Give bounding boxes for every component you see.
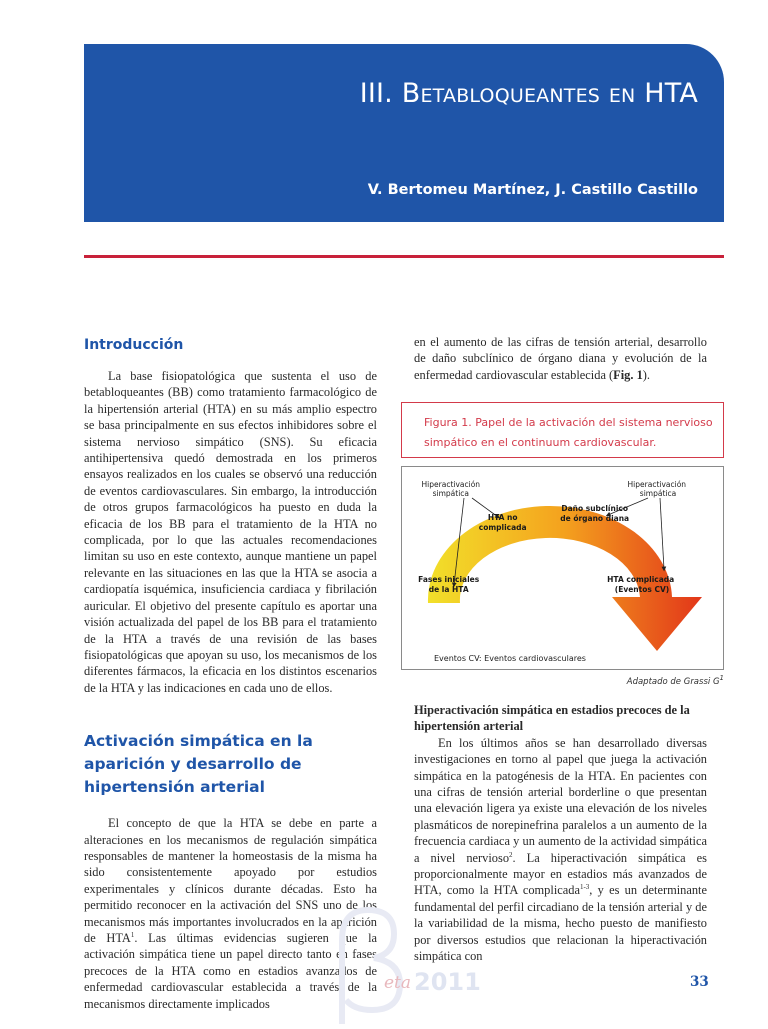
label-hta-complicada-2: (Eventos CV) [614, 585, 670, 594]
label-hiper-left-1: Hiperactivación [421, 480, 481, 489]
label-hta-complicada-1: HTA complicada [607, 575, 675, 584]
chapter-authors: V. Bertomeu Martínez, J. Castillo Castillo [367, 182, 698, 198]
figure-reference: Fig. 1 [613, 367, 643, 382]
label-fases-1: Fases iniciales [418, 575, 480, 584]
section-hyperactivation-heading: Hiperactivación simpática en estadios precoces de la hipertensión arterial [414, 703, 690, 734]
beta-2011-watermark [322, 900, 482, 1024]
label-hiper-right-2: simpática [639, 489, 677, 498]
figure-caption [401, 402, 724, 458]
label-hta-no-complicada-1: HTA no [487, 513, 518, 522]
citation-ref: 2 [509, 850, 513, 859]
label-hiper-right-1: Hiperactivación [627, 480, 687, 489]
figure-credit: Adaptado de Grassi $G^1$ [626, 674, 724, 687]
intro-paragraph: La base fisiopatológica que sustenta el uso de betabloqueantes (BB) como tratamiento farmacológico de la hipertensión arterial (HTA) en su más amplio espectro se basa principalmente en sus efectos inhibidores sobre el sistema nervioso simpático (SNS). Su eficacia antihipertensiva quedó demostrada en los primeros ensayos realizados en los cuales se observó una reducción de eventos cardiovasculares. Sin embargo, la introducción de otros grupos farmacológicos ha puesto en duda la eficacia de los BB para el tratamiento de la HTA no complicada, por lo que las actuales recomendaciones limitan su uso en este contexto, aunque mantiene un papel relevante en las situaciones en las que la HTA se asocia a cardiopatía isquémica, insuficiencia cardiaca y fibrilación auricular. El objetivo del presente capítulo es aportar una visión actualizada del papel de los BB para el tratamiento de la HTA a través de una revisión de las bases fisiopatológicas que apoyan su uso, los mecanismos de los diferentes fármacos, la eficacia en los distintos escenarios de la HTA y las indicaciones en cada uno de ellos. [84, 369, 377, 695]
figure-caption-text: Papel de la activación del sistema nervioso simpático en el continuum cardiovascular. [424, 416, 713, 449]
page-number: 33 [690, 974, 709, 990]
header-divider [84, 255, 724, 258]
section-activation-paragraph: El concepto de que la HTA se debe en parte a alteraciones en los mecanismos de regulación simpática responsables de mantener la homeostasis de la misma ha sido consistentemente apoyado por estudios experimentales y clínicos durante décadas. Esto ha permitido reconocer en la activación del SNS uno de los mecanismos más importantes involucrados en la aparición de HTA$^1$. Las últimas evidencias sugieren que la activación simpática tiene un papel directo tanto en fases precoces de la HTA como en estadios avanzados de enfermedad cardiovascular establecida a través de la mecanismos directamente implicados [84, 816, 378, 1011]
intro-heading: Introducción [84, 337, 184, 353]
chapter-title: III. Betabloqueantes en HTA [359, 78, 698, 109]
label-dano-2: de órgano diana [560, 514, 630, 523]
figure-caption-label: Figura 1. [424, 416, 472, 429]
watermark-year: 2011 [414, 968, 481, 996]
continuation-paragraph: en el aumento de las cifras de tensión arterial, desarrollo de daño subclínico de órgano diana y evolución de la enfermedad cardiovascular establecida (Fig. 1). [414, 335, 707, 382]
svg-text:Hiperactivación simpátic [422, 480, 689, 498]
label-hiper-left-2: simpática [432, 489, 470, 498]
figure-diagram [401, 466, 724, 670]
label-fases-2: de la HTA [428, 585, 469, 594]
right-column [414, 334, 707, 383]
chapter-header [84, 44, 724, 222]
watermark-prefix: eta [384, 973, 412, 993]
section-activation-heading: Activación simpática en la aparición y desarrollo de hipertensión arterial [84, 732, 313, 797]
label-hta-no-complicada-2: complicada [478, 523, 527, 532]
figure-footnote: Eventos CV: Eventos cardiovasculares [434, 654, 586, 663]
section-hyperactivation-paragraph: En los últimos años se han desarrollado diversas investigaciones en torno al papel que juega la activación simpática en la patogénesis de la HTA. En pacientes con una cifras de tensión arterial borderline o que presentan una elevación ligera ya existe una elevación de los niveles plasmáticos de norepinefrina paralelos a un aumento de la frecuencia cardiaca y un aumento de la actividad simpática a nivel nervioso$^2$. La hiperactivación simpática es proporcionalmente mayor en estadios más avanzados de HTA, como la HTA complicada$^{1-3}$, y es un determinante fundamental del perfil circadiano de la tensión arterial y de la variabilidad de la misma, hecho puesto de manifiesto por diversos estudios que relacionan la hiperactivación simpática con [414, 735, 707, 964]
citation-ref: 1 [130, 930, 135, 939]
citation-ref: 1-3 [579, 883, 590, 892]
label-dano-1: Daño subclínico [561, 504, 629, 513]
